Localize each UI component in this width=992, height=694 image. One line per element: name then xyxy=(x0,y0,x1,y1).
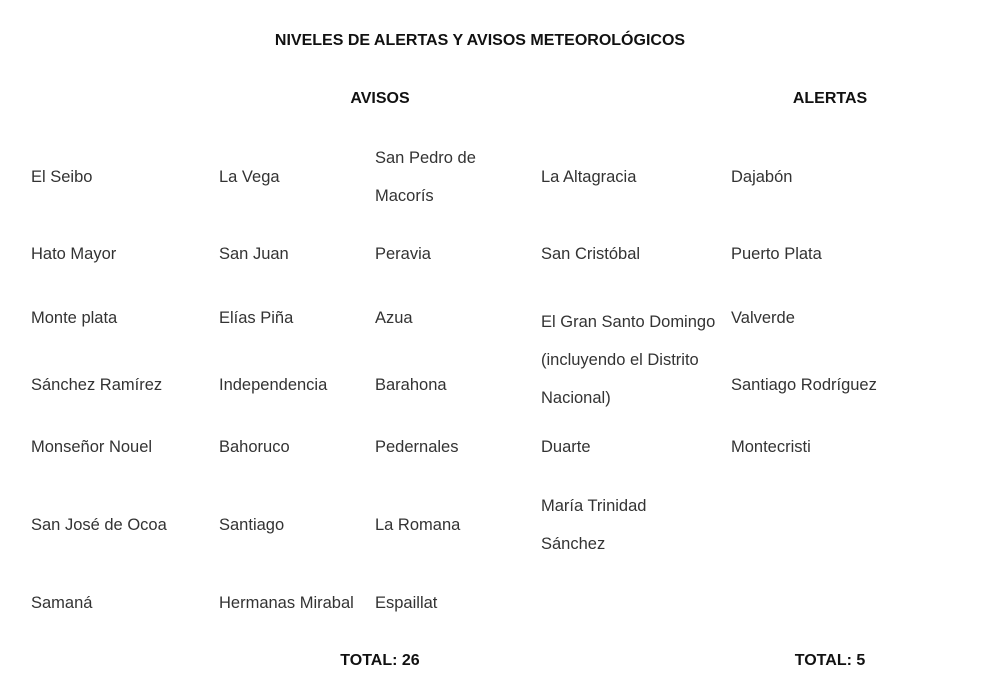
aviso-region: Bahoruco xyxy=(219,438,290,456)
page-title: NIVELES DE ALERTAS Y AVISOS METEOROLÓGICOS xyxy=(274,32,686,49)
alerta-region: Montecristi xyxy=(731,438,811,456)
aviso-region: Hato Mayor xyxy=(31,245,117,263)
avisos-header: AVISOS xyxy=(350,90,410,107)
aviso-region: Hermanas Mirabal xyxy=(219,594,354,612)
alerta-region: Valverde xyxy=(731,309,795,327)
aviso-region: Peravia xyxy=(375,245,431,263)
alerta-region: Puerto Plata xyxy=(731,245,822,263)
aviso-region: La Altagracia xyxy=(541,168,637,186)
aviso-region: Monte plata xyxy=(31,309,118,327)
aviso-region: Sánchez Ramírez xyxy=(31,376,163,394)
aviso-region: Duarte xyxy=(541,438,591,456)
aviso-region: San Pedro de Macorís xyxy=(375,149,476,205)
alerta-region: Santiago Rodríguez xyxy=(731,376,877,394)
aviso-region: Monseñor Nouel xyxy=(31,438,153,456)
alertas-header: ALERTAS xyxy=(792,90,868,107)
alerta-region: Dajabón xyxy=(731,168,793,186)
aviso-region: San Juan xyxy=(219,245,289,263)
alertas-total: TOTAL: 5 xyxy=(794,652,866,669)
aviso-region: Santiago xyxy=(219,516,285,534)
aviso-region: Samaná xyxy=(31,594,93,612)
aviso-region: Independencia xyxy=(219,376,328,394)
aviso-region: San José de Ocoa xyxy=(31,516,167,534)
avisos-total: TOTAL: 26 xyxy=(340,652,420,669)
aviso-region: Elías Piña xyxy=(219,309,294,327)
aviso-region: La Vega xyxy=(219,168,280,186)
aviso-region: San Cristóbal xyxy=(541,245,641,263)
aviso-region: La Romana xyxy=(375,516,461,534)
aviso-region: Barahona xyxy=(375,376,447,394)
aviso-region: Espaillat xyxy=(375,594,438,612)
aviso-region: Pedernales xyxy=(375,438,459,456)
aviso-region: Azua xyxy=(375,309,413,327)
aviso-region: El Gran Santo Domingo (incluyendo el Distrito Nacional) xyxy=(541,312,716,407)
aviso-region: El Seibo xyxy=(31,168,93,186)
aviso-region: María Trinidad Sánchez xyxy=(541,497,647,553)
